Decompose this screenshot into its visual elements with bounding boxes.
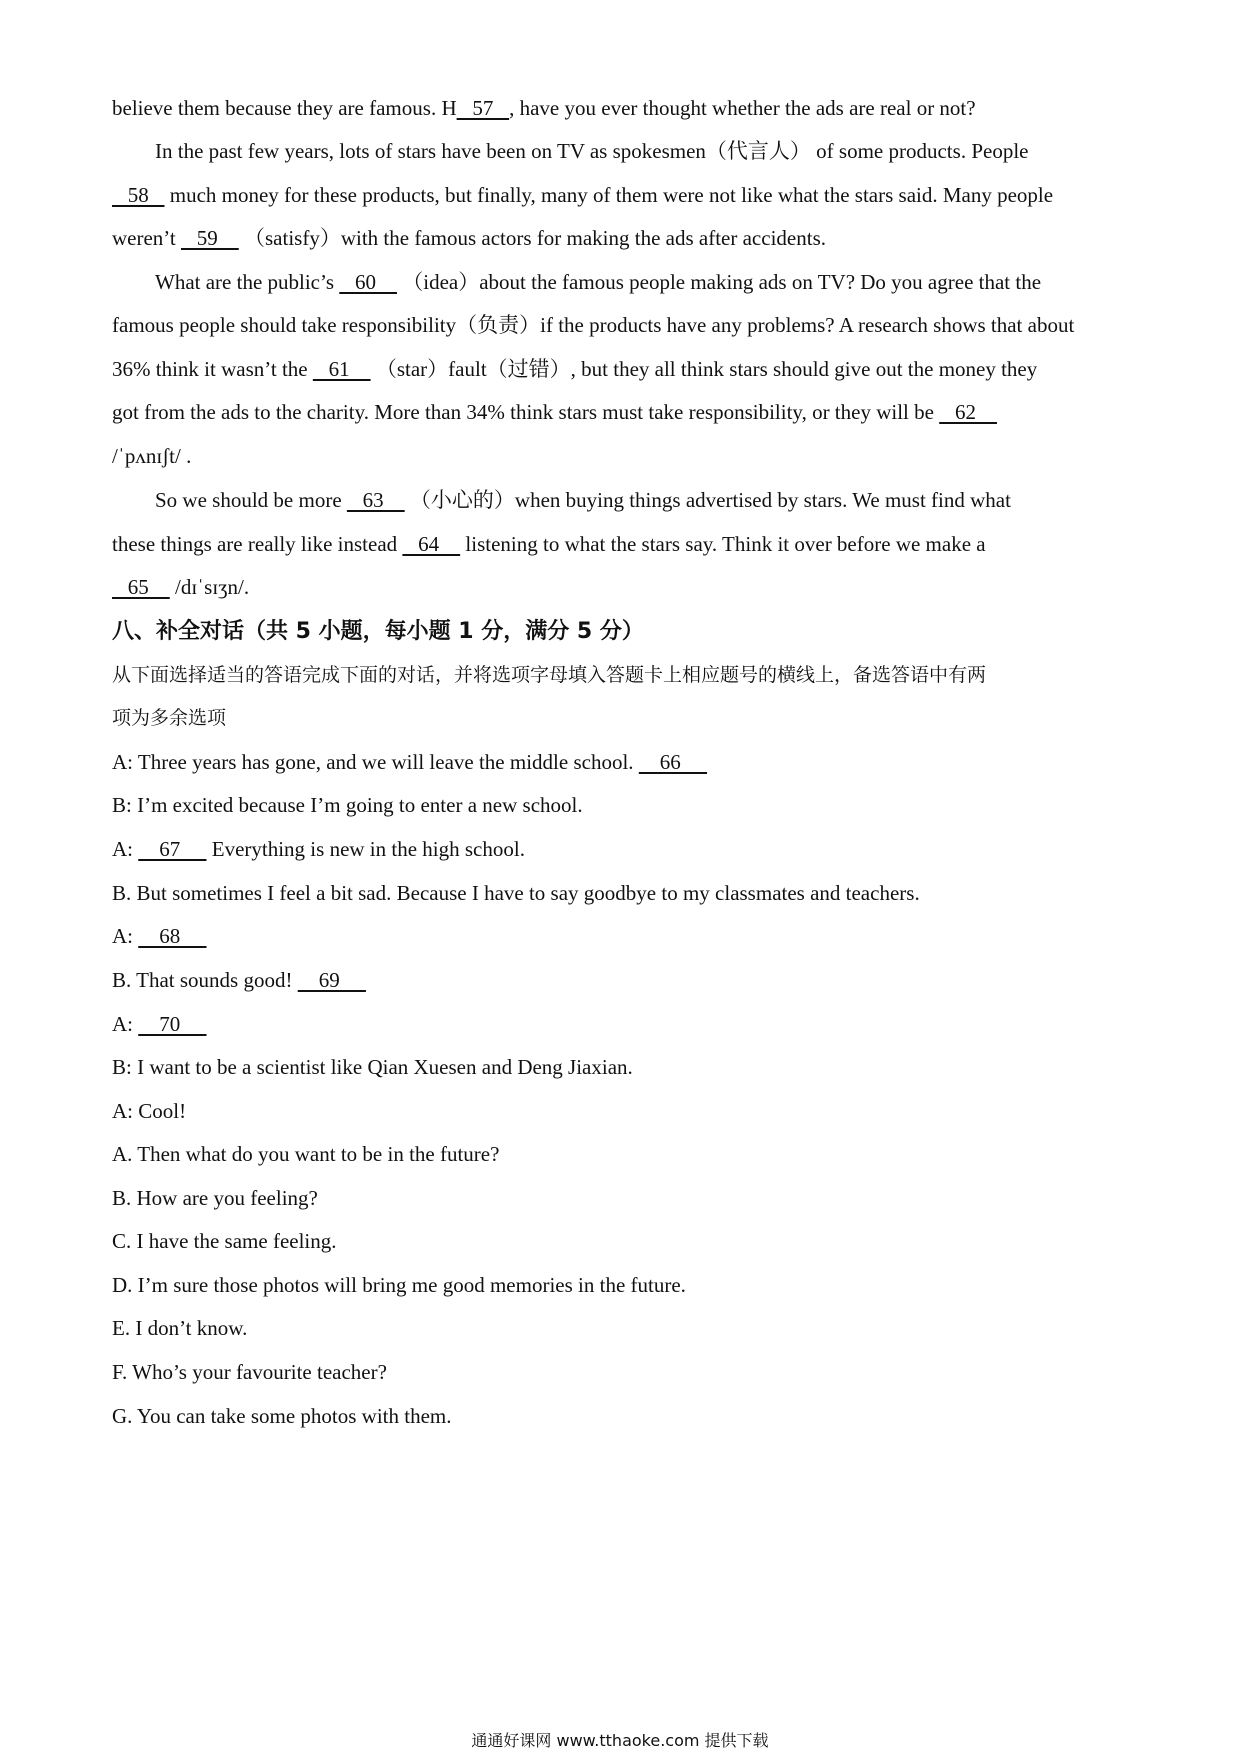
text: Everything is new in the high school. [206, 837, 525, 861]
text: A: Cool! [112, 1099, 187, 1123]
section-instructions-line-1: 从下面选择适当的答语完成下面的对话，并将选项字母填入答题卡上相应题号的横线上，备选答语中有两 [112, 664, 987, 686]
passage-line-2 [155, 137, 1175, 165]
option-d: D. I’m sure those photos will bring me good memories in the future. [112, 1273, 686, 1297]
text: listening to what the stars say. Think it over before we make a [460, 532, 986, 556]
phonetic-text: /ˈpʌnɪʃt/ . [112, 444, 192, 468]
dialogue-line [112, 791, 1132, 819]
text: believe them because they are famous. H [112, 96, 457, 120]
blank-61[interactable]: 61 [312, 357, 371, 381]
text: these things are really like instead [112, 532, 403, 556]
dialogue-line [112, 835, 1132, 863]
text: What are the public’s [155, 270, 340, 294]
blank-64[interactable]: 64 [402, 532, 461, 556]
text: （小心的）when buying things advertised by stars. We must find what [404, 488, 1011, 512]
text: 36% think it wasn’t the [112, 357, 313, 381]
passage-line-6 [112, 311, 1132, 339]
blank-66[interactable]: 66 [638, 750, 708, 774]
passage-line-4 [112, 224, 1132, 252]
text: , have you ever thought whether the ads are real or not? [509, 96, 976, 120]
passage-line-10 [155, 486, 1175, 514]
text: A: [112, 924, 139, 948]
text: much money for these products, but finally, many of them were not like what the stars said. Many people [164, 183, 1054, 207]
text: got from the ads to the charity. More than 34% think stars must take responsibility, or they will be [112, 400, 940, 424]
option-e: E. I don’t know. [112, 1316, 248, 1340]
dialogue-line [112, 1097, 1132, 1125]
passage-line-11 [112, 530, 1132, 558]
option-f: F. Who’s your favourite teacher? [112, 1360, 387, 1384]
blank-69[interactable]: 69 [297, 968, 366, 992]
passage-line-12 [112, 573, 1132, 601]
blank-65[interactable]: 65 [112, 575, 170, 599]
blank-57[interactable]: 57 [456, 96, 510, 120]
text: （idea）about the famous people making ads on TV? Do you agree that the [397, 270, 1042, 294]
dialogue-line [112, 1053, 1132, 1081]
text: B. But sometimes I feel a bit sad. Because I have to say goodbye to my classmates and teachers. [112, 881, 920, 905]
text: （satisfy）with the famous actors for making the ads after accidents. [238, 226, 826, 250]
blank-70[interactable]: 70 [138, 1012, 207, 1036]
text: B: I want to be a scientist like Qian Xuesen and Deng Jiaxian. [112, 1055, 633, 1079]
text: In the past few years, lots of stars have been on TV as spokesmen（代言人） of some products. People [155, 139, 1029, 163]
passage-line-1 [112, 94, 1132, 122]
text: weren’t [112, 226, 181, 250]
page-footer: 通通好课网 www.tthaoke.com 提供下载 [471, 1731, 769, 1750]
text: famous people should take responsibility（负责）if the products have any problems? A research shows that about [112, 313, 1075, 337]
dialogue-line [112, 966, 1132, 994]
text: /dɪˈsɪʒn/. [169, 575, 250, 599]
blank-67[interactable]: 67 [138, 837, 207, 861]
section-instructions-line-2: 项为多余选项 [112, 707, 227, 729]
blank-60[interactable]: 60 [339, 270, 398, 294]
blank-58[interactable]: 58 [112, 183, 165, 207]
text: B. That sounds good! [112, 968, 298, 992]
dialogue-line [112, 1010, 1132, 1038]
blank-63[interactable]: 63 [346, 488, 405, 512]
section-heading: 八、补全对话（共 5 小题，每小题 1 分，满分 5 分） [112, 619, 644, 644]
text: So we should be more [155, 488, 347, 512]
passage-line-3 [112, 181, 1132, 209]
text: （star）fault（过错）, but they all think stars should give out the money they [370, 357, 1038, 381]
text: A: [112, 837, 139, 861]
text: A: Three years has gone, and we will leave the middle school. [112, 750, 639, 774]
blank-62[interactable]: 62 [939, 400, 997, 424]
dialogue-line [112, 879, 1132, 907]
option-b: B. How are you feeling? [112, 1186, 318, 1210]
passage-line-9 [112, 442, 1132, 470]
text: B: I’m excited because I’m going to enter a new school. [112, 793, 583, 817]
blank-59[interactable]: 59 [181, 226, 239, 250]
option-a: A. Then what do you want to be in the future? [112, 1142, 500, 1166]
passage-line-8 [112, 398, 1132, 426]
dialogue-line [112, 748, 1132, 776]
option-c: C. I have the same feeling. [112, 1229, 337, 1253]
dialogue-line [112, 922, 1132, 950]
passage-line-7 [112, 355, 1132, 383]
option-g: G. You can take some photos with them. [112, 1404, 452, 1428]
text: A: [112, 1012, 139, 1036]
passage-line-5 [155, 268, 1175, 296]
blank-68[interactable]: 68 [138, 924, 207, 948]
